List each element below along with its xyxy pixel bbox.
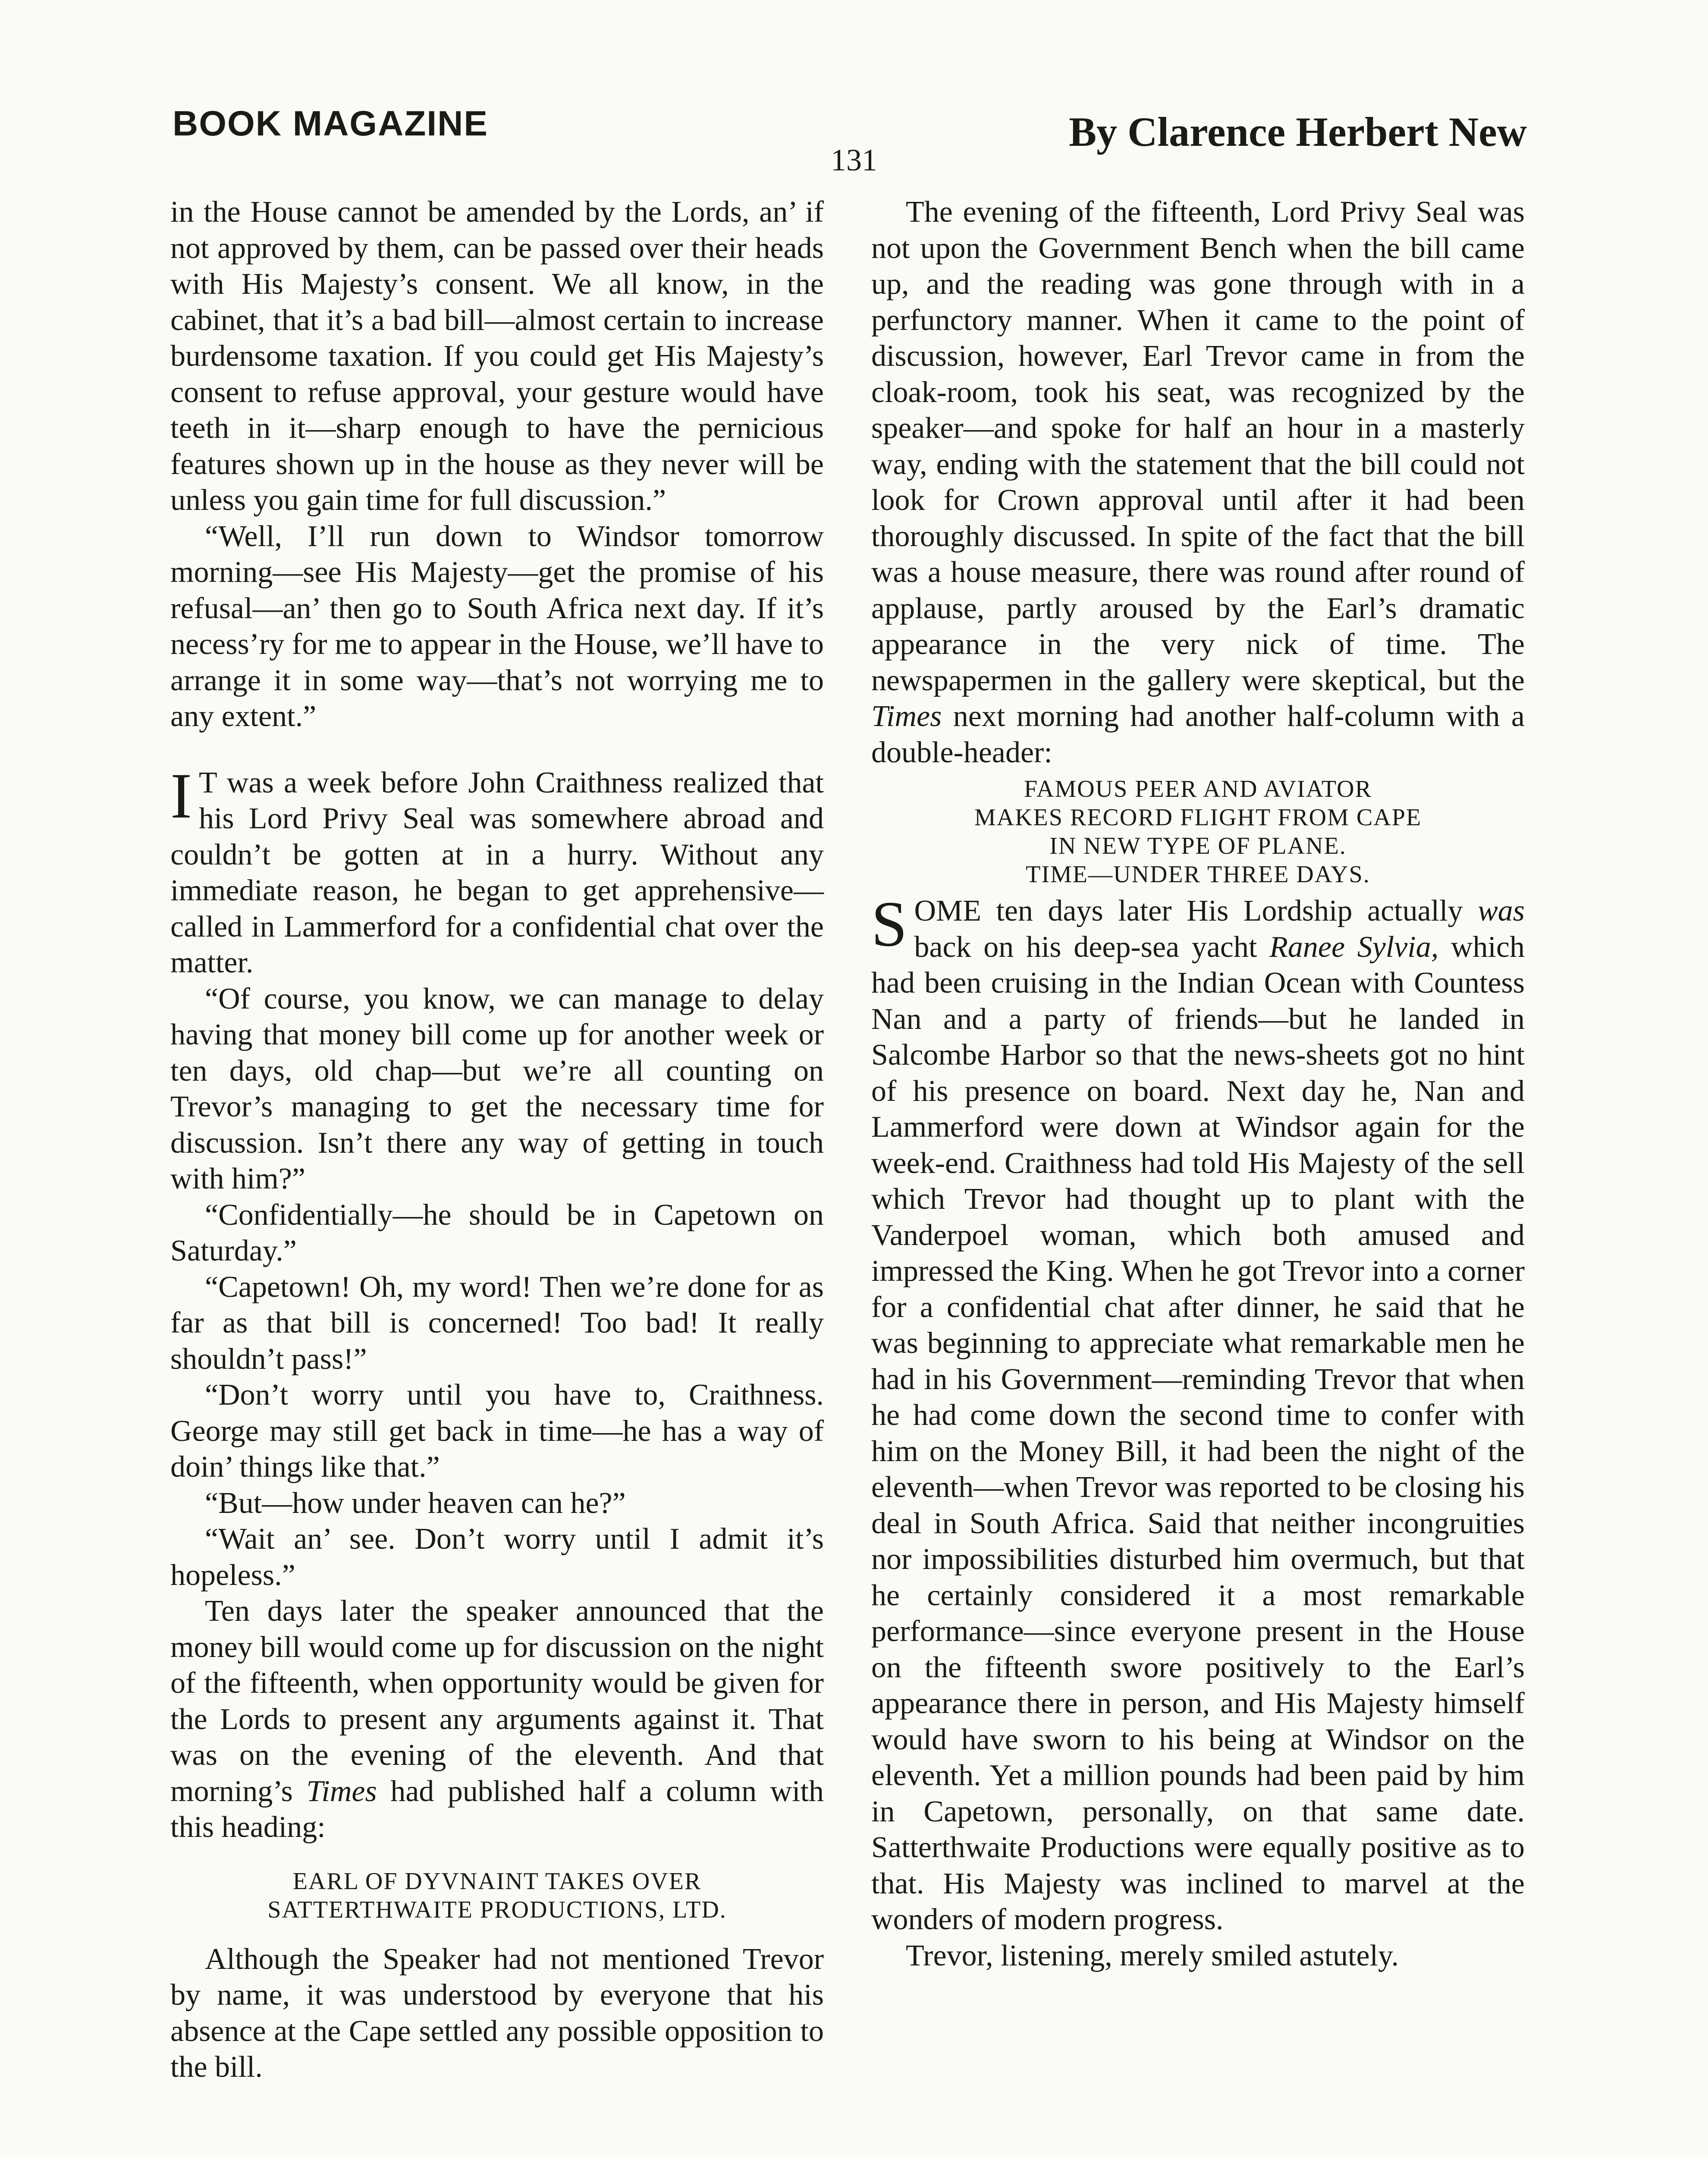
paragraph (871, 194, 1525, 770)
magazine-title: BOOK MAGAZINE (173, 104, 489, 143)
drop-cap: I (170, 760, 192, 832)
paragraph: “Capetown! Oh, my word! Then we’re done for as far as that bill is concerned! Too bad! It really shouldn’t pass!” (170, 1270, 824, 1376)
headline-line: SATTERTHWAITE PRODUCTIONS, LTD. (267, 1896, 727, 1923)
drop-cap: S (871, 888, 907, 960)
paragraph (871, 888, 1525, 1938)
paragraph (170, 1593, 824, 1846)
newspaper-headline (871, 775, 1525, 889)
newspaper-headline (170, 1867, 824, 1924)
newspaper-title: Times (871, 700, 942, 733)
paragraph: in the House cannot be amended by the Lords, an’ if not approved by them, can be passed over their heads with His Majesty’s consent. We all know, in the cabinet, that it’s a bad bill—almost certain to increase burdensome taxation. If you could get His Majesty’s consent to refuse approval, your gesture would have teeth in it—sharp enough to have the pernicious features shown up in the house as they never will be unless you gain time for full discussion.” (170, 195, 824, 517)
left-column (170, 194, 824, 2085)
headline-line: IN NEW TYPE OF PLANE. (1049, 833, 1347, 859)
emphasis: was (1478, 894, 1525, 928)
paragraph-text: next morning had another half-column with a double-header: (871, 700, 1525, 769)
paragraph: Trevor, listening, merely smiled astutely. (906, 1939, 1399, 1972)
paragraph-text: which had been cruising in the Indian Ocean with Countess Nan and a party of friends—but he landed in Salcombe Harbor so that the news-sheets got no hint of his presence on board. Next day he, Nan and Lammerford were down at Windsor again for the week-end. Craithness had told His Majesty of the sell which Trevor had thought up to plant with the Vanderpoel woman, which both amused and impressed the King. When he got Trevor into a corner for a confidential chat after dinner, he said that he was beginning to appreciate what remarkable men he had in his Government—reminding Trevor that when he had come down the second time to confer with him on the Money Bill, it had been the night of the eleventh—when Trevor was reported to be closing his deal in South Africa. Said that neither incongruities nor impossibilities disturbed him overmuch, but that he certainly considered it a most remarkable performance—since everyone present in the House on the fifteenth swore positively to the Earl’s appearance there in person, and His Majesty himself would have sworn to his being at Windsor on the eleventh. Yet a million pounds had been paid by him in Capetown, personally, on that same date. Satterthwaite Productions were equally positive as to that. His Majesty was inclined to marvel at the wonders of modern progress. (871, 930, 1525, 1936)
paragraph-text: OME ten days later His Lordship actually (914, 894, 1463, 928)
headline-line: FAMOUS PEER AND AVIATOR (1024, 776, 1372, 802)
paragraph: “But—how under heaven can he?” (205, 1486, 626, 1520)
paragraph-text: had published half a column with this heading: (170, 1774, 824, 1844)
right-column (871, 194, 1525, 1974)
paragraph: “Don’t worry until you have to, Craithness. George may still get back in time—he has a way of doin’ things like that.” (170, 1378, 824, 1484)
paragraph-text: The evening of the fifteenth, Lord Privy Seal was not upon the Government Bench when the bill came up, and the reading was gone through with in a perfunctory manner. When it came to the point of discussion, however, Earl Trevor came in from the cloak-room, took his seat, was recognized by the speaker—and spoke for half an hour in a masterly way, ending with the statement that the bill could not look for Crown approval until after it had been thoroughly discussed. In spite of the fact that the bill was a house measure, there was round after round of applause, partly aroused by the Earl’s dramatic appearance in the very nick of time. The newspapermen in the gallery were skeptical, but the (871, 195, 1525, 697)
newspaper-title: Times (306, 1774, 377, 1808)
author-byline: By Clarence Herbert New (1069, 109, 1527, 155)
paragraph: “Well, I’ll run down to Windsor tomorrow morning—see His Majesty—get the promise of his refusal—an’ then go to South Africa next day. If it’s necess’ry for me to appear in the House, we’ll have to arrange it in some way—that’s not worrying me to any extent.” (170, 519, 824, 733)
paragraph-text: back on his deep-sea yacht (914, 930, 1257, 964)
paragraph-text: T was a week before John Craithness realized that his Lord Privy Seal was somewhere abroad and couldn’t be gotten at in a hurry. Without any immediate reason, he began to get apprehensive—called in Lammerford for a confidential chat over the matter. (170, 766, 824, 979)
paragraph: Although the Speaker had not mentioned Trevor by name, it was understood by everyone that his absence at the Cape settled any possible opposition to the bill. (170, 1942, 824, 2084)
paragraph: “Wait an’ see. Don’t worry until I admit it’s hopeless.” (170, 1522, 824, 1592)
yacht-name: Ranee Sylvia, (1269, 930, 1439, 964)
paragraph: “Of course, you know, we can manage to delay having that money bill come up for another week or ten days, old chap—but we’re all counting on Trevor’s managing to get the necessary time for discussion. Isn’t there any way of getting in touch with him?” (170, 982, 824, 1195)
headline-line: EARL OF DYVNAINT TAKES OVER (292, 1868, 702, 1895)
paragraph: “Confidentially—he should be in Capetown on Saturday.” (170, 1198, 824, 1267)
headline-line: MAKES RECORD FLIGHT FROM CAPE (974, 804, 1422, 831)
paragraph (170, 760, 824, 981)
paragraph-text: Ten days later the speaker announced that the money bill would come up for discussion on the night of the fifteenth, when opportunity would be given for the Lords to present any arguments against it. That was on the evening of the eleventh. And that morning’s (170, 1594, 824, 1808)
headline-line: TIME—UNDER THREE DAYS. (1026, 861, 1370, 888)
page-number: 131 (831, 143, 877, 177)
